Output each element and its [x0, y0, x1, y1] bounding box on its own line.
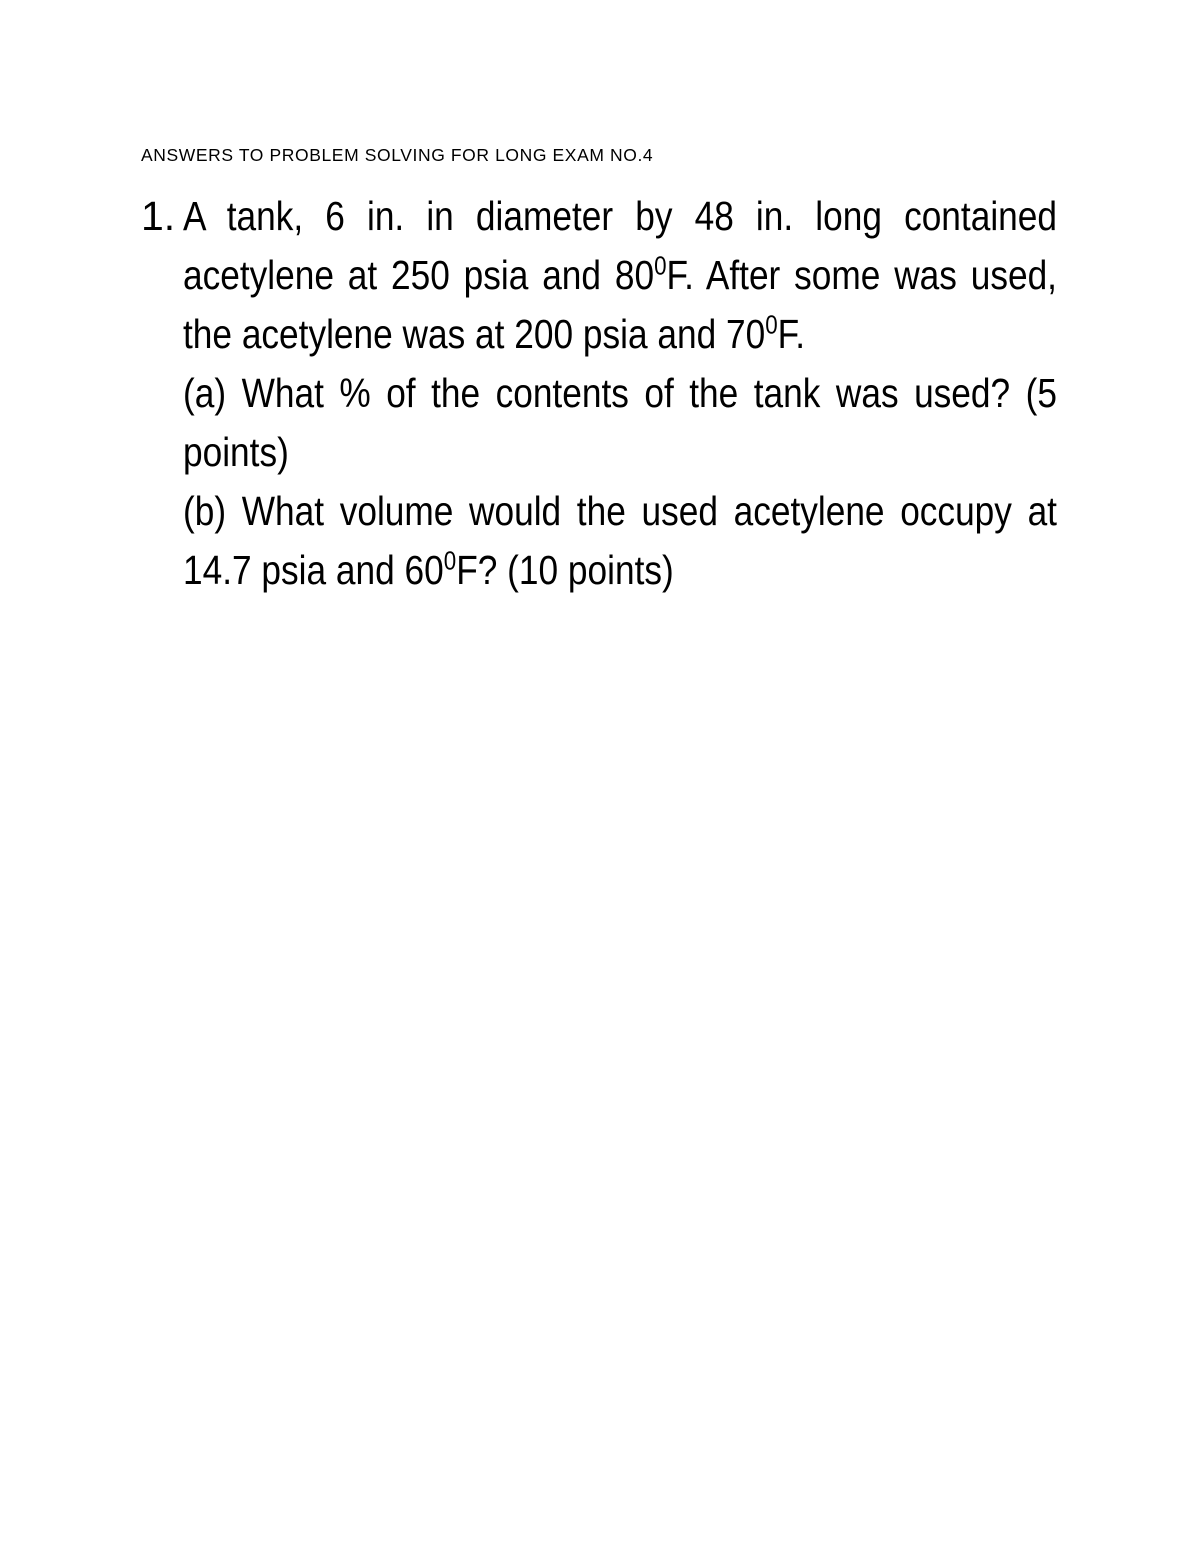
degree-mark-1: 0 — [654, 250, 667, 281]
page-header: ANSWERS TO PROBLEM SOLVING FOR LONG EXAM NO.4 — [141, 145, 654, 165]
statement-text-3: F. — [777, 311, 806, 357]
question-b — [183, 482, 1057, 600]
problem-body — [183, 187, 1057, 600]
statement-text-2: F. After some was used, the acetylene was at 200 psia and 70 — [183, 252, 1057, 357]
question-b-text-1: (b) What volume would the used acetylene occupy at 14.7 psia and 60 — [183, 488, 1057, 593]
question-a: (a) What % of the contents of the tank was used? (5 points) — [183, 370, 1057, 475]
problem-statement — [183, 187, 1057, 364]
statement-text-1: A tank, 6 in. in diameter by 48 in. long contained acetylene at 250 psia and 80 — [183, 193, 1057, 298]
problem-1 — [141, 187, 1057, 600]
degree-mark-3: 0 — [443, 545, 457, 576]
problem-number: 1. — [141, 193, 176, 239]
question-b-text-2: F? (10 points) — [456, 547, 674, 593]
degree-mark-2: 0 — [765, 309, 778, 340]
